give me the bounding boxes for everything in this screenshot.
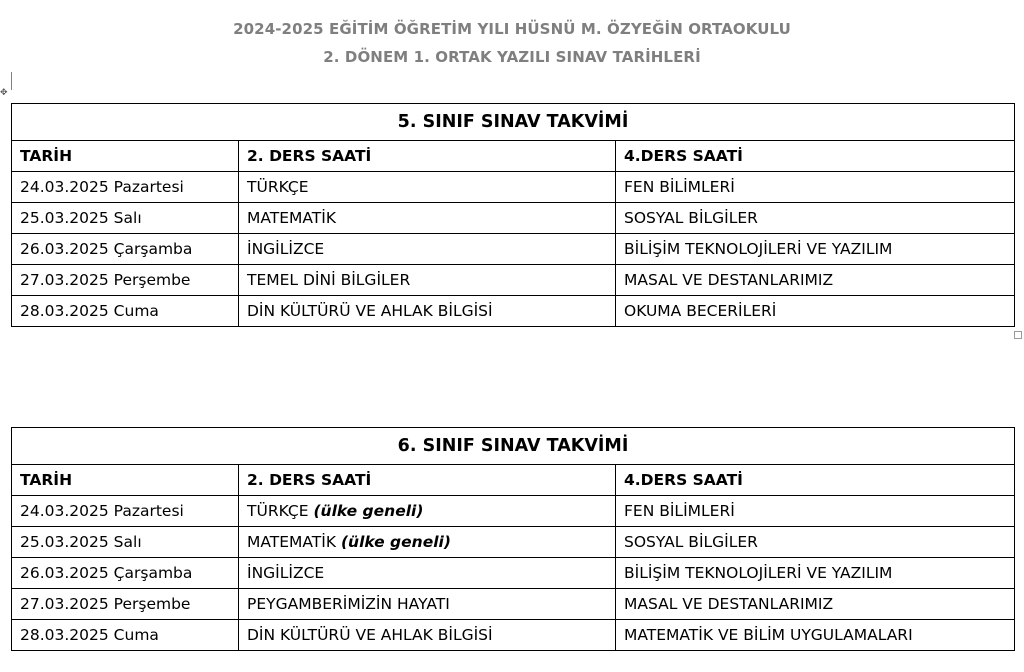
lesson2-text: DİN KÜLTÜRÜ VE AHLAK BİLGİSİ [247,302,493,320]
date-cell: 24.03.2025 Pazartesi [12,172,239,203]
lesson2-text: MATEMATİK [247,209,337,227]
table-row [12,265,1015,296]
date-cell: 26.03.2025 Çarşamba [12,234,239,265]
lesson4-cell: MATEMATİK VE BİLİM UYGULAMALARI [616,620,1015,651]
column-header-lesson2: 2. DERS SAATİ [239,465,616,496]
lesson2-cell [239,172,616,203]
lesson2-text: DİN KÜLTÜRÜ VE AHLAK BİLGİSİ [247,626,493,644]
lesson2-cell [239,527,616,558]
lesson2-cell [239,203,616,234]
lesson2-text: TEMEL DİNİ BİLGİLER [247,271,411,289]
lesson2-text: MATEMATİK [247,533,341,551]
date-cell: 27.03.2025 Perşembe [12,589,239,620]
lesson2-note: (ülke geneli) [340,533,451,551]
date-cell: 27.03.2025 Perşembe [12,265,239,296]
lesson2-text: TÜRKÇE [247,502,314,520]
table-move-handle-icon[interactable]: ✥ [0,88,8,98]
exam-subtitle: 2. DÖNEM 1. ORTAK YAZILI SINAV TARİHLERİ [323,48,701,66]
lesson2-cell [239,296,616,327]
lesson2-text: İNGİLİZCE [247,564,325,582]
date-cell: 28.03.2025 Cuma [12,620,239,651]
date-cell: 24.03.2025 Pazartesi [12,496,239,527]
lesson4-cell: SOSYAL BİLGİLER [616,527,1015,558]
lesson4-cell: BİLİŞİM TEKNOLOJİLERİ VE YAZILIM [616,234,1015,265]
column-header-date: TARİH [12,141,239,172]
lesson2-cell [239,234,616,265]
text-cursor [11,72,12,90]
date-cell: 26.03.2025 Çarşamba [12,558,239,589]
column-header-row [12,465,1015,496]
column-header-lesson4: 4.DERS SAATİ [616,465,1015,496]
table-row [12,203,1015,234]
grade-6-exam-table [11,427,1015,651]
lesson2-note: (ülke geneli) [313,502,424,520]
table-row [12,620,1015,651]
lesson4-cell: BİLİŞİM TEKNOLOJİLERİ VE YAZILIM [616,558,1015,589]
lesson4-cell: MASAL VE DESTANLARIMIZ [616,589,1015,620]
table-row [12,558,1015,589]
lesson4-cell: FEN BİLİMLERİ [616,172,1015,203]
school-title: 2024-2025 EĞİTİM ÖĞRETİM YILI HÜSNÜ M. ÖZYEĞİN ORTAOKULU [233,20,791,38]
column-header-row [12,141,1015,172]
column-header-date: TARİH [12,465,239,496]
lesson4-cell: FEN BİLİMLERİ [616,496,1015,527]
lesson2-cell [239,496,616,527]
table-row [12,172,1015,203]
lesson2-cell [239,558,616,589]
table-row [12,234,1015,265]
document-header [0,18,1024,68]
lesson2-text: İNGİLİZCE [247,240,325,258]
lesson2-cell [239,265,616,296]
lesson4-cell: MASAL VE DESTANLARIMIZ [616,265,1015,296]
date-cell: 25.03.2025 Salı [12,527,239,558]
table-title: 6. SINIF SINAV TAKVİMİ [12,428,1015,465]
table-title: 5. SINIF SINAV TAKVİMİ [12,104,1015,141]
table-row [12,496,1015,527]
lesson4-cell: OKUMA BECERİLERİ [616,296,1015,327]
lesson2-text: TÜRKÇE [247,178,309,196]
lesson2-cell [239,620,616,651]
lesson2-cell [239,589,616,620]
table-row [12,527,1015,558]
table-resize-handle[interactable] [1014,331,1022,339]
date-cell: 25.03.2025 Salı [12,203,239,234]
lesson2-text: PEYGAMBERİMİZİN HAYATI [247,595,450,613]
lesson4-cell: SOSYAL BİLGİLER [616,203,1015,234]
table-row [12,589,1015,620]
date-cell: 28.03.2025 Cuma [12,296,239,327]
table-row [12,296,1015,327]
column-header-lesson2: 2. DERS SAATİ [239,141,616,172]
column-header-lesson4: 4.DERS SAATİ [616,141,1015,172]
grade-5-exam-table [11,103,1015,327]
